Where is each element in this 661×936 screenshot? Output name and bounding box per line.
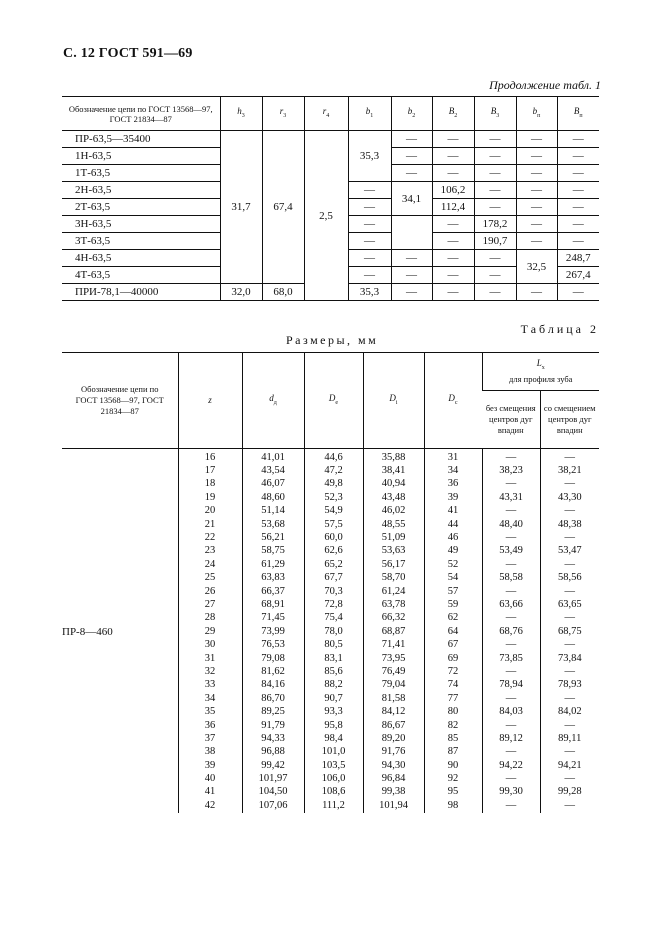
lx-shift-value: 63,65	[540, 598, 599, 611]
Dc-value: 92	[424, 772, 482, 785]
z-value: 34	[178, 692, 242, 705]
b1-value: —	[348, 233, 391, 250]
bn-value: —	[516, 233, 557, 250]
chain-designation-header: Обозначение цепи по ГОСТ 13568—97, ГОСТ 21834—87	[62, 353, 178, 449]
lx-shift-value: 78,93	[540, 679, 599, 692]
De-value: 52,3	[304, 491, 363, 504]
Di-value: 84,12	[363, 705, 424, 718]
De-value: 65,2	[304, 558, 363, 571]
Dc-value: 72	[424, 665, 482, 678]
chain-name: 4Н-63,5	[62, 250, 220, 267]
dd-value: 68,91	[242, 598, 304, 611]
De-value: 49,8	[304, 478, 363, 491]
chain-name: 4Т-63,5	[62, 267, 220, 284]
dd-value: 96,88	[242, 746, 304, 759]
De-value: 80,5	[304, 638, 363, 651]
lx-no-shift-value: —	[482, 531, 540, 544]
B2-value: —	[432, 131, 474, 148]
B3-value: —	[474, 131, 516, 148]
z-value: 40	[178, 772, 242, 785]
De-value: 103,5	[304, 759, 363, 772]
Di-value: 71,41	[363, 638, 424, 651]
De-value: 95,8	[304, 719, 363, 732]
r4-value: 2,5	[304, 131, 348, 301]
dd-value: 61,29	[242, 558, 304, 571]
lx-shift-value: 68,75	[540, 625, 599, 638]
Dc-value: 95	[424, 786, 482, 799]
Di-value: 53,63	[363, 545, 424, 558]
B2-value: 106,2	[432, 182, 474, 199]
De-value: 98,4	[304, 732, 363, 745]
Di-value: 101,94	[363, 799, 424, 812]
Di-value: 51,09	[363, 531, 424, 544]
Dc-value: 90	[424, 759, 482, 772]
b2-value: 34,1	[391, 182, 432, 216]
lx-no-shift-value: 94,22	[482, 759, 540, 772]
b2-value: —	[391, 250, 432, 267]
z-value: 21	[178, 518, 242, 531]
chain-name: 1Т-63,5	[62, 165, 220, 182]
Bn-value: —	[557, 216, 599, 233]
Di-value: 38,41	[363, 464, 424, 477]
b1-value: —	[348, 250, 391, 267]
chain-name: ПРИ-78,1—40000	[62, 284, 220, 301]
Di-value: 35,88	[363, 449, 424, 465]
dd-value: 86,70	[242, 692, 304, 705]
De-value: 101,0	[304, 746, 363, 759]
lx-shift-value: —	[540, 665, 599, 678]
z-value: 16	[178, 449, 242, 465]
lx-shift-value: 73,84	[540, 652, 599, 665]
lx-no-shift-value: 53,49	[482, 545, 540, 558]
lx-no-shift-value: —	[482, 612, 540, 625]
De-value: 88,2	[304, 679, 363, 692]
De-value: 67,7	[304, 572, 363, 585]
De-value: 85,6	[304, 665, 363, 678]
header-Di: $D_i$	[363, 353, 424, 449]
Di-value: 43,48	[363, 491, 424, 504]
lx-no-shift-value: 43,31	[482, 491, 540, 504]
lx-no-shift-value: 89,12	[482, 732, 540, 745]
z-value: 41	[178, 786, 242, 799]
b2-value: —	[391, 165, 432, 182]
lx-shift-value: —	[540, 531, 599, 544]
dd-value: 51,14	[242, 505, 304, 518]
Dc-value: 82	[424, 719, 482, 732]
b2-value: —	[391, 131, 432, 148]
header-r4: $r_4$	[304, 97, 348, 131]
dd-value: 56,21	[242, 531, 304, 544]
b2-value: —	[391, 284, 432, 301]
z-value: 20	[178, 505, 242, 518]
header-r3: $r_3$	[262, 97, 304, 131]
bn-value: —	[516, 284, 557, 301]
lx-no-shift-value: —	[482, 665, 540, 678]
chain-name: 2Т-63,5	[62, 199, 220, 216]
lx-no-shift-value: 68,76	[482, 625, 540, 638]
lx-no-shift-value: —	[482, 478, 540, 491]
De-value: 57,5	[304, 518, 363, 531]
lx-no-shift-value: —	[482, 746, 540, 759]
De-value: 108,6	[304, 786, 363, 799]
Di-value: 68,87	[363, 625, 424, 638]
z-value: 35	[178, 705, 242, 718]
z-value: 38	[178, 746, 242, 759]
Di-value: 40,94	[363, 478, 424, 491]
z-value: 39	[178, 759, 242, 772]
B2-value: —	[432, 250, 474, 267]
lx-no-shift-value: 48,40	[482, 518, 540, 531]
Di-value: 56,17	[363, 558, 424, 571]
lx-shift-value: —	[540, 799, 599, 812]
B2-value: 112,4	[432, 199, 474, 216]
Di-value: 46,02	[363, 505, 424, 518]
b1-value: —	[348, 267, 391, 284]
z-value: 26	[178, 585, 242, 598]
bn-value: —	[516, 199, 557, 216]
lx-shift-value: 99,28	[540, 786, 599, 799]
lx-shift-value: —	[540, 612, 599, 625]
dd-value: 41,01	[242, 449, 304, 465]
Dc-value: 69	[424, 652, 482, 665]
Bn-value: —	[557, 233, 599, 250]
lx-shift-value: —	[540, 692, 599, 705]
chain-name: 3Т-63,5	[62, 233, 220, 250]
header-bn: $b_п$	[516, 97, 557, 131]
h3-value: 31,7	[220, 131, 262, 284]
lx-no-shift-value: 73,85	[482, 652, 540, 665]
z-value: 22	[178, 531, 242, 544]
lx-no-shift-value: —	[482, 719, 540, 732]
Di-value: 86,67	[363, 719, 424, 732]
B3-value: 190,7	[474, 233, 516, 250]
De-value: 60,0	[304, 531, 363, 544]
Di-value: 66,32	[363, 612, 424, 625]
z-value: 31	[178, 652, 242, 665]
Bn-value: —	[557, 165, 599, 182]
b1-value: —	[348, 199, 391, 216]
lx-no-shift-value: 78,94	[482, 679, 540, 692]
B3-value: 178,2	[474, 216, 516, 233]
z-value: 29	[178, 625, 242, 638]
header-h3: $h_3$	[220, 97, 262, 131]
lx-no-shift-value: 58,58	[482, 572, 540, 585]
De-value: 106,0	[304, 772, 363, 785]
dd-value: 89,25	[242, 705, 304, 718]
bn-value: —	[516, 131, 557, 148]
Bn-value: —	[557, 284, 599, 301]
z-value: 36	[178, 719, 242, 732]
header-lx-no-shift: без смещения центров дуг впадин	[482, 391, 540, 449]
dd-value: 46,07	[242, 478, 304, 491]
header-b2: $b_2$	[391, 97, 432, 131]
Dc-value: 31	[424, 449, 482, 465]
b2-value: —	[391, 267, 432, 284]
lx-shift-value: —	[540, 746, 599, 759]
lx-no-shift-value: —	[482, 799, 540, 812]
z-value: 25	[178, 572, 242, 585]
header-De: $D_e$	[304, 353, 363, 449]
Dc-value: 52	[424, 558, 482, 571]
B2-value: —	[432, 216, 474, 233]
b1-value: —	[348, 182, 391, 199]
lx-shift-value: 94,21	[540, 759, 599, 772]
B3-value: —	[474, 267, 516, 284]
dd-value: 71,45	[242, 612, 304, 625]
chain-name: 1Н-63,5	[62, 148, 220, 165]
lx-shift-value: —	[540, 505, 599, 518]
table-row	[62, 449, 599, 465]
De-value: 83,1	[304, 652, 363, 665]
h3-value: 32,0	[220, 284, 262, 301]
lx-shift-value: 48,38	[540, 518, 599, 531]
Dc-value: 98	[424, 799, 482, 812]
lx-shift-value: —	[540, 558, 599, 571]
B3-value: —	[474, 165, 516, 182]
Dc-value: 44	[424, 518, 482, 531]
table-1-continued	[62, 96, 599, 301]
B2-value: —	[432, 284, 474, 301]
z-value: 42	[178, 799, 242, 812]
dd-value: 79,08	[242, 652, 304, 665]
Bn-value: —	[557, 182, 599, 199]
Dc-value: 41	[424, 505, 482, 518]
De-value: 70,3	[304, 585, 363, 598]
De-value: 93,3	[304, 705, 363, 718]
B3-value: —	[474, 284, 516, 301]
z-value: 18	[178, 478, 242, 491]
lx-shift-value: —	[540, 585, 599, 598]
lx-shift-value: 84,02	[540, 705, 599, 718]
lx-no-shift-value: 84,03	[482, 705, 540, 718]
Dc-value: 57	[424, 585, 482, 598]
Dc-value: 80	[424, 705, 482, 718]
B2-value: —	[432, 267, 474, 284]
lx-shift-value: —	[540, 638, 599, 651]
dd-value: 94,33	[242, 732, 304, 745]
dd-value: 73,99	[242, 625, 304, 638]
b1-value: 35,3	[348, 131, 391, 182]
dd-value: 91,79	[242, 719, 304, 732]
Bn-value: —	[557, 131, 599, 148]
De-value: 72,8	[304, 598, 363, 611]
Di-value: 63,78	[363, 598, 424, 611]
Di-value: 61,24	[363, 585, 424, 598]
z-value: 19	[178, 491, 242, 504]
header-Lx: $L_x$ для профиля зуба	[482, 353, 599, 391]
Dc-value: 49	[424, 545, 482, 558]
B3-value: —	[474, 148, 516, 165]
dd-value: 99,42	[242, 759, 304, 772]
page-title: С. 12 ГОСТ 591—69	[63, 46, 193, 61]
B2-value: —	[432, 165, 474, 182]
Dc-value: 77	[424, 692, 482, 705]
r3-value: 68,0	[262, 284, 304, 301]
header-B2: $B_2$	[432, 97, 474, 131]
header-lx-shift: со смещением центров дуг впадин	[540, 391, 599, 449]
bn-value: —	[516, 216, 557, 233]
Dc-value: 62	[424, 612, 482, 625]
lx-no-shift-value: —	[482, 772, 540, 785]
Di-value: 96,84	[363, 772, 424, 785]
Bn-value: —	[557, 199, 599, 216]
Di-value: 79,04	[363, 679, 424, 692]
chain-designation-header: Обозначение цепи по ГОСТ 13568—97, ГОСТ 21834—87	[62, 97, 220, 131]
z-value: 32	[178, 665, 242, 678]
B2-value: —	[432, 233, 474, 250]
De-value: 62,6	[304, 545, 363, 558]
B2-value: —	[432, 148, 474, 165]
chain-name: 3Н-63,5	[62, 216, 220, 233]
Di-value: 48,55	[363, 518, 424, 531]
Bn-value: —	[557, 148, 599, 165]
chain-name: 2Н-63,5	[62, 182, 220, 199]
Dc-value: 34	[424, 464, 482, 477]
chain-name: ПР-8—460	[62, 625, 113, 638]
chain-name: ПР-63,5—35400	[62, 131, 220, 148]
dd-value: 48,60	[242, 491, 304, 504]
Bn-value: 248,7	[557, 250, 599, 267]
Dc-value: 39	[424, 491, 482, 504]
lx-no-shift-value: —	[482, 505, 540, 518]
z-value: 24	[178, 558, 242, 571]
Dc-value: 74	[424, 679, 482, 692]
lx-shift-value: —	[540, 449, 599, 465]
Dc-value: 36	[424, 478, 482, 491]
Di-value: 94,30	[363, 759, 424, 772]
bn-value: —	[516, 182, 557, 199]
dd-value: 53,68	[242, 518, 304, 531]
bn-value: 32,5	[516, 250, 557, 284]
z-value: 27	[178, 598, 242, 611]
z-value: 23	[178, 545, 242, 558]
table-continuation-note: Продолжение табл. 1	[489, 78, 601, 92]
dd-value: 107,06	[242, 799, 304, 812]
z-value: 28	[178, 612, 242, 625]
dd-value: 76,53	[242, 638, 304, 651]
table-header-row	[62, 353, 599, 391]
dd-value: 104,50	[242, 786, 304, 799]
lx-no-shift-value: 63,66	[482, 598, 540, 611]
Di-value: 89,20	[363, 732, 424, 745]
lx-caption: для профиля зуба	[509, 373, 573, 384]
De-value: 111,2	[304, 799, 363, 812]
Di-value: 58,70	[363, 572, 424, 585]
De-value: 78,0	[304, 625, 363, 638]
lx-no-shift-value: 99,30	[482, 786, 540, 799]
Bn-value: 267,4	[557, 267, 599, 284]
b1-value: 35,3	[348, 284, 391, 301]
z-value: 30	[178, 638, 242, 651]
table-2-body	[62, 449, 599, 813]
Di-value: 81,58	[363, 692, 424, 705]
b2-value: —	[391, 148, 432, 165]
Dc-value: 54	[424, 572, 482, 585]
table-2-units: Размеры, мм	[286, 333, 379, 347]
b2-value	[391, 216, 432, 250]
Dc-value: 85	[424, 732, 482, 745]
Di-value: 91,76	[363, 746, 424, 759]
Dc-value: 64	[424, 625, 482, 638]
lx-shift-value: 38,21	[540, 464, 599, 477]
z-value: 33	[178, 679, 242, 692]
lx-no-shift-value: —	[482, 638, 540, 651]
Dc-value: 59	[424, 598, 482, 611]
r3-value: 67,4	[262, 131, 304, 284]
header-dd: $d_д$	[242, 353, 304, 449]
Dc-value: 67	[424, 638, 482, 651]
De-value: 54,9	[304, 505, 363, 518]
dd-value: 58,75	[242, 545, 304, 558]
lx-no-shift-value: —	[482, 558, 540, 571]
De-value: 44,6	[304, 449, 363, 465]
lx-shift-value: 53,47	[540, 545, 599, 558]
lx-shift-value: —	[540, 719, 599, 732]
header-Dc: $D_c$	[424, 353, 482, 449]
B3-value: —	[474, 199, 516, 216]
header-z: z	[178, 353, 242, 449]
z-value: 17	[178, 464, 242, 477]
table-header-row	[62, 97, 599, 131]
De-value: 75,4	[304, 612, 363, 625]
header-Bn: $B_п$	[557, 97, 599, 131]
lx-no-shift-value: 38,23	[482, 464, 540, 477]
bn-value: —	[516, 165, 557, 182]
dd-value: 66,37	[242, 585, 304, 598]
lx-shift-value: 89,11	[540, 732, 599, 745]
Dc-value: 46	[424, 531, 482, 544]
header-b1: $b_1$	[348, 97, 391, 131]
dd-value: 43,54	[242, 464, 304, 477]
table-row	[62, 131, 599, 148]
table-2-label: Таблица 2	[520, 322, 599, 336]
dd-value: 63,83	[242, 572, 304, 585]
Di-value: 73,95	[363, 652, 424, 665]
lx-shift-value: —	[540, 478, 599, 491]
lx-shift-value: 58,56	[540, 572, 599, 585]
bn-value: —	[516, 148, 557, 165]
lx-shift-value: —	[540, 772, 599, 785]
B3-value: —	[474, 182, 516, 199]
b1-value: —	[348, 216, 391, 233]
z-value: 37	[178, 732, 242, 745]
De-value: 90,7	[304, 692, 363, 705]
lx-no-shift-value: —	[482, 585, 540, 598]
dd-value: 84,16	[242, 679, 304, 692]
lx-shift-value: 43,30	[540, 491, 599, 504]
Di-value: 76,49	[363, 665, 424, 678]
lx-no-shift-value: —	[482, 692, 540, 705]
De-value: 47,2	[304, 464, 363, 477]
Dc-value: 87	[424, 746, 482, 759]
header-B3: $B_3$	[474, 97, 516, 131]
lx-no-shift-value: —	[482, 449, 540, 465]
Di-value: 99,38	[363, 786, 424, 799]
dd-value: 101,97	[242, 772, 304, 785]
table-2	[62, 352, 599, 813]
B3-value: —	[474, 250, 516, 267]
dd-value: 81,62	[242, 665, 304, 678]
